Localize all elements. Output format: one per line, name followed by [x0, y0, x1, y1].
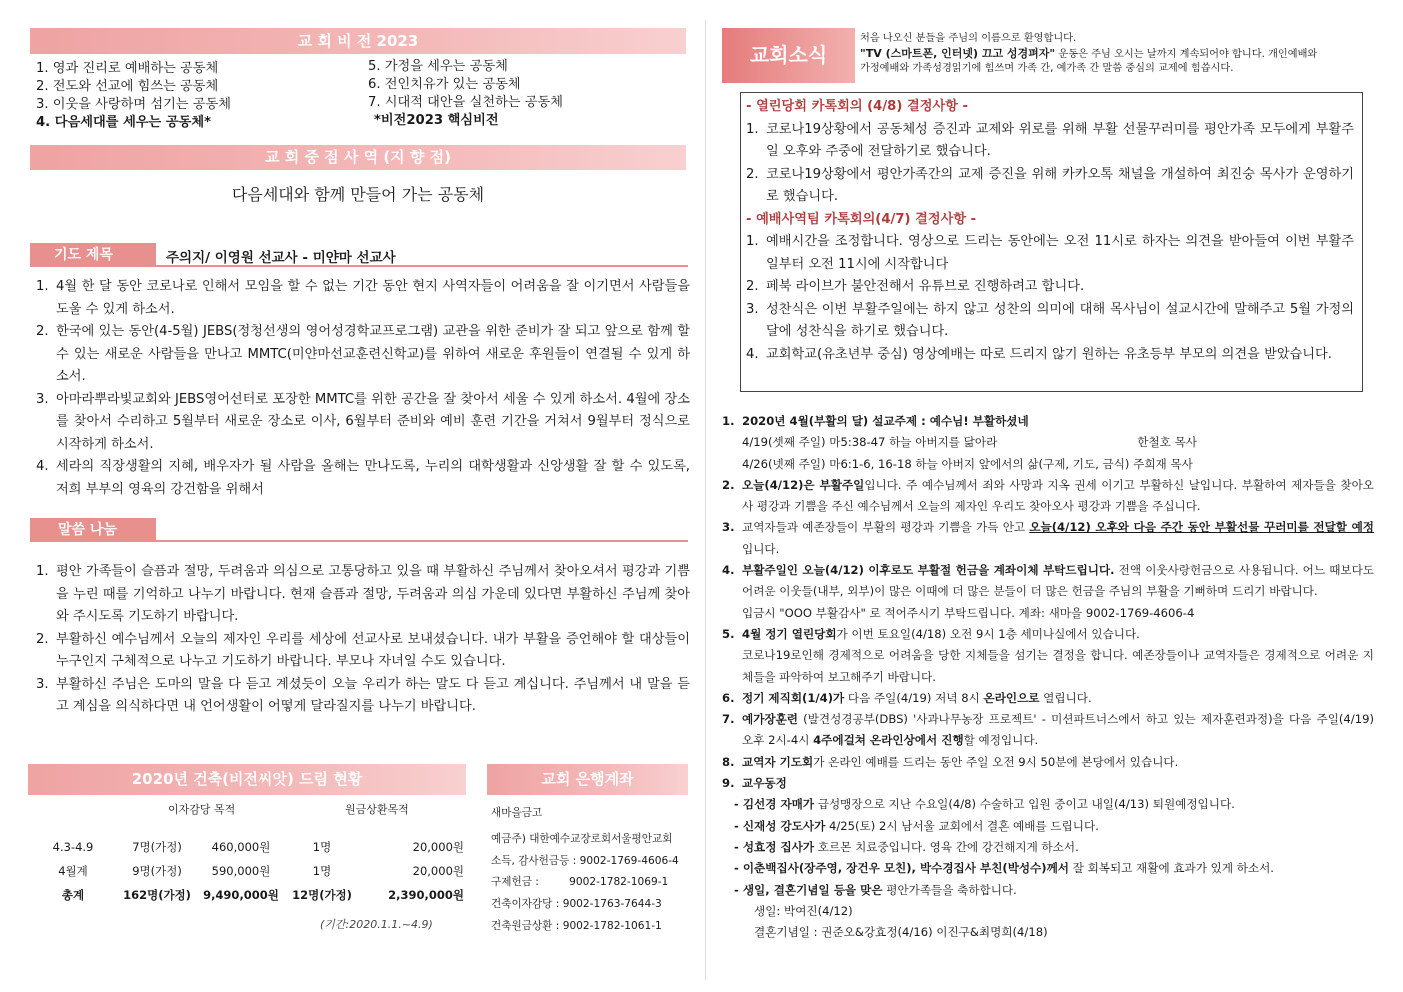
- table-cell: 460,000원: [211, 840, 271, 854]
- notice-bold: 교우동정: [742, 776, 787, 791]
- item-number: 1.: [722, 414, 735, 428]
- sermon-line: 4/26(넷째 주일) 마6:1-6, 16-18 하늘 아버지 앞에서의 삶(구제, 기도, 금식) 주희재 목사: [742, 456, 1193, 471]
- prayer-list: [36, 276, 690, 501]
- bank-line: 소득, 감사헌금등 : 9002-1769-4606-4: [491, 854, 679, 867]
- building-period-note: (기간:2020.1.1.~4.9): [320, 918, 433, 931]
- notice-bold: 온라인으로: [983, 690, 1040, 705]
- table-cell: 4월계: [58, 864, 88, 878]
- item-number: 2.: [746, 166, 759, 182]
- sharing-tag: [30, 518, 156, 542]
- vision-title-bar: [30, 28, 686, 54]
- notice-bold: 4주에걸쳐 온라인상에서 진행: [813, 733, 964, 748]
- board-item: [746, 231, 1354, 276]
- item-number: 4.: [746, 346, 759, 362]
- news-intro-line: 처음 나오신 분들을 주님의 이름으로 환영합니다.: [860, 33, 1077, 44]
- notice-bold: - 생일, 결혼기념일 등을 맞은: [734, 882, 883, 897]
- item-number: 1.: [746, 121, 759, 137]
- table-row-total: [30, 883, 466, 907]
- member-news: [722, 794, 1374, 943]
- notice-text: 호르몬 치료중입니다. 영육 간에 강건해지게 하소서.: [814, 839, 1079, 854]
- notice-bold: 4월 정기 열린당회: [742, 626, 837, 641]
- item-text: 4월 한 달 동안 코로나로 인해서 모임을 할 수 없는 기간 동안 현지 사역자들이 어려움을 잘 이기면서 사람들을 도울 수 있게 하소서.: [56, 279, 690, 317]
- notice-bold: - 김선경 자매가: [734, 797, 815, 812]
- notice-text: 입금시 "OOO 부활감사" 로 적어주시기 부탁드립니다. 계좌: 새마을 9002-1769-4606-4: [742, 605, 1195, 620]
- notice-item: [722, 517, 1374, 560]
- item-text: 페북 라이브가 불안전해서 유튜브로 진행하려고 합니다.: [766, 279, 1085, 294]
- notice-text: 입니다. 주 예수님께서 죄와 사망과 지옥 권세 이기고 부활하신 날입니다. 부활하여 제자들을 찾아오사 평강과 기쁨을 주신 예수님께서 오늘의 제자인 우리도 찾아오사 평강과 기쁨을 주십니다.: [742, 477, 1374, 514]
- item-text: 교회학교(유초년부 중심) 영상예배는 따로 드리지 않기 원하는 유초등부 부모의 의견을 받았습니다.: [766, 346, 1332, 362]
- focus-title-bar: [30, 145, 686, 170]
- notice-bold: 정기 제직회(1/4)가: [742, 690, 845, 705]
- bank-line: 새마을금고: [491, 807, 543, 819]
- item-number: 8.: [722, 754, 735, 769]
- building-title-bar: [28, 764, 466, 795]
- notice-text: 가 이번 토요일(4/18) 오전 9시 1층 세미나실에서 있습니다.: [836, 626, 1140, 641]
- table-cell: 1명: [312, 840, 332, 854]
- notice-text: 다음 주일(4/19) 저녁 8시: [844, 690, 984, 705]
- board-item: [746, 299, 1354, 344]
- bank-line: 건축이자감당 : 9002-1763-7644-3: [491, 898, 662, 911]
- prayer-item: [36, 276, 690, 321]
- item-number: 1.: [36, 564, 49, 579]
- table-row: [30, 835, 466, 859]
- core-vision-note: *비전2023 핵심비전: [374, 113, 499, 128]
- vision-item: 7. 시대적 대안을 실천하는 공동체: [368, 95, 563, 110]
- sermon-theme: 2020년 4월(부활의 달) 설교주제 : 예수님! 부활하셨네: [742, 414, 1029, 428]
- notice-text: 4/25(토) 2시 남서울 교회에서 결혼 예배를 드립니다.: [825, 818, 1099, 833]
- item-number: 4.: [722, 563, 735, 578]
- member-news-item: [734, 816, 1374, 837]
- notice-text: 입니다.: [742, 541, 780, 556]
- notice-item: [722, 560, 1374, 624]
- bank-title: 교회 은행계좌: [541, 770, 634, 788]
- table-cell: 총계: [61, 888, 85, 902]
- notice-bold: - 신재성 강도사가: [734, 818, 826, 833]
- notice-text: 급성맹장으로 지난 수요일(4/8) 수술하고 입원 중이고 내일(4/13) 퇴원예정입니다.: [814, 797, 1235, 812]
- focus-title: 교 회 중 점 사 역 (지 향 점): [265, 148, 451, 166]
- notice-bold: - 이춘백집사(장주영, 장건우 모친), 박수경집사 부친(박성수)께서: [734, 861, 1069, 876]
- item-text: 예배시간을 조정합니다. 영상으로 드리는 동안에는 오전 11시로 하자는 의견을 받아들여 이번 부활주일부터 오전 11시에 시작합니다: [766, 234, 1354, 272]
- sharing-item: [36, 629, 690, 674]
- notice-text: 가 온라인 예배를 드리는 동안 주일 오전 9시 50분에 본당에서 있습니다.: [813, 754, 1179, 769]
- item-text: 아마라뿌라빛교회와 JEBS영어선터로 포장한 MMTC를 위한 공간을 잘 찾아서 세울 수 있게 하소서. 4월에 장소를 찾아서 수리하고 5월부터 새로운 장소로 이사, 6월부터 준비와 예비 훈련 기간을 거쳐서 9월부터 정식으로 시작하게 하소서.: [56, 391, 690, 452]
- news-intro: [860, 32, 1380, 77]
- member-news-item: [734, 794, 1374, 815]
- table-cell: 9명(가정): [132, 864, 182, 878]
- notice-text: 할 예정입니다.: [963, 733, 1039, 748]
- news-intro-line: [860, 47, 1380, 63]
- news-intro-line: 가정예배와 가족성경읽기에 힘쓰며 가족 간, 예가족 간 말씀 중심의 교제에 힘씁시다.: [860, 63, 1234, 74]
- column-divider: [705, 20, 706, 980]
- sermon-line: 4/19(셋째 주일) 마5:38-47 하늘 아버지를 닮아라: [742, 435, 998, 450]
- table-cell: 590,000원: [211, 864, 271, 878]
- member-news-item: [734, 858, 1374, 879]
- notice-bold: 부활주일인 오늘(4/12) 이후로도 부활절 헌금을 계좌이체 부탁드립니다.: [742, 563, 1115, 578]
- item-number: 3.: [36, 391, 49, 407]
- notice-bold: 오늘(4/12)은 부활주일: [742, 477, 865, 492]
- vision-item: 2. 전도와 선교에 힘쓰는 공동체: [36, 79, 219, 94]
- sharing-tag-label: 말씀 나눔: [58, 522, 117, 538]
- building-table: [30, 835, 466, 907]
- member-news-item: [734, 880, 1374, 901]
- birthday-line: 생일: 박여진(4/12): [754, 903, 853, 918]
- sharing-item: [36, 674, 690, 719]
- tv-campaign-title: "TV (스마트폰, 인터넷) 끄고 성경펴자": [860, 46, 1056, 60]
- item-text: 한국에 있는 동안(4-5월) JEBS(정청선생의 영어성경학교프로그램) 교관을 위한 준비가 잘 되고 앞으로 함께 할 수 있는 새로운 사람들을 만나고 MMTC(미얀마선교훈련신학교)를 위하여 새로운 후원들이 연결될 수 있게 하소서.: [56, 324, 690, 384]
- sermon-preacher: 한철호 목사: [1137, 435, 1197, 450]
- prayer-item: [36, 389, 690, 457]
- vision-title: 교 회 비 전 2023: [297, 32, 419, 50]
- bank-line: 구제헌금 : 9002-1782-1069-1: [491, 876, 669, 889]
- notice-bold: 오늘(4/12) 오후와 다음 주간 동안 부활선물 꾸러미를 전달할 예정: [1029, 520, 1374, 535]
- vision-item: 4. 다음세대를 세우는 공동체*: [36, 115, 211, 130]
- prayer-item: [36, 456, 690, 501]
- item-text: 평안 가족들이 슬픔과 절망, 두려움과 의심으로 고통당하고 있을 때 부활하신 주님께서 찾아오셔서 평강과 기쁨을 누린 때를 기억하고 나누기 바랍니다. 현재 슬픔과 절망, 두려움과 의심 가운데 있다면 부활하신 주님께 찾아와 주시도록 기도하기 바랍니다.: [56, 564, 690, 624]
- vision-item: 5. 가정을 세우는 공동체: [368, 59, 508, 74]
- notice-text: 코로나19로인해 경제적으로 어려움을 당한 지체들을 섬기는 결정을 합니다. 예존장들이나 교역자들은 경제적으로 어려운 지체들을 파악하여 보고해주기 바랍니다.: [742, 648, 1374, 684]
- notice-item: [722, 709, 1374, 752]
- notice-item: [722, 411, 1374, 475]
- notice-item: [722, 624, 1374, 688]
- bank-lines: [491, 803, 691, 938]
- table-cell: 20,000원: [412, 864, 464, 878]
- item-number: 1.: [746, 234, 759, 249]
- board-heading-2: - 예배사역팀 카톡회의(4/7) 결정사항 -: [746, 211, 977, 227]
- bank-line: 건축원금상환 : 9002-1782-1061-1: [491, 919, 662, 932]
- table-cell: 162명(가정): [123, 888, 191, 902]
- table-cell: 1명: [312, 864, 332, 878]
- table-row: [30, 859, 466, 883]
- prayer-tag-label: 기도 제목: [54, 247, 113, 263]
- notice-text: (발견성경공부(DBS) '사과나무농장 프로젝트' - 미션파트너스에서 하고 있는 제자훈련과정)을 다음 주일(4/19) 오후 2시-4시: [742, 712, 1374, 748]
- building-title: 2020년 건축(비전씨앗) 드림 현황: [131, 770, 363, 788]
- item-number: 2.: [36, 631, 49, 647]
- bank-title-bar: [487, 764, 688, 795]
- item-number: 2.: [746, 279, 759, 294]
- notice-text: 교역자들과 예존장들이 부활의 평강과 기쁨을 가득 안고: [742, 520, 1030, 535]
- table-cell: 12명(가정): [292, 888, 352, 902]
- item-text: 성찬식은 이번 부활주일에는 하지 않고 성찬의 의미에 대해 목사님이 설교시간에 말해주고 5월 가정의 달에 성찬식을 하기로 했습니다.: [766, 301, 1354, 339]
- anniversary-line: 결혼기념일 : 권준오&강효정(4/16) 이진구&최명희(4/18): [754, 925, 1048, 940]
- table-cell: 4.3-4.9: [52, 840, 94, 854]
- item-number: 7.: [722, 712, 735, 727]
- sharing-item: [36, 561, 690, 629]
- prayer-item: [36, 321, 690, 389]
- member-news-item: [734, 837, 1374, 858]
- bank-line: 예금주) 대한예수교장로회서울평안교회: [491, 832, 673, 845]
- table-cell: 2,390,000원: [388, 888, 464, 902]
- vision-item: 3. 이웃을 사랑하며 섬기는 공동체: [36, 97, 231, 112]
- notice-item: [722, 475, 1374, 518]
- focus-text: 다음세대와 함께 만들어 가는 공동체: [231, 185, 485, 204]
- vision-item: 1. 영과 진리로 예배하는 공동체: [36, 61, 219, 76]
- board-item: [746, 164, 1354, 209]
- news-intro-text: 운동은 주님 오시는 날까지 계속되어야 합니다. 개인예배와: [1055, 48, 1318, 60]
- item-text: 세라의 직장생활의 지혜, 배우자가 될 사람을 올해는 만나도록, 누리의 대학생활과 신앙생활 잘 할 수 있도록, 저희 부부의 영육의 강건함을 위해서: [56, 459, 690, 497]
- vision-right-list: [368, 58, 688, 130]
- board-item: [746, 119, 1354, 164]
- item-number: 3.: [36, 676, 49, 692]
- board-item: [746, 344, 1354, 367]
- board-decisions-box: [740, 92, 1363, 392]
- item-number: 3.: [722, 520, 735, 535]
- item-number: 9.: [722, 776, 735, 791]
- notice-text: 잘 회복되고 재활에 효과가 있게 하소서.: [1069, 861, 1274, 876]
- table-cell: 7명(가정): [132, 840, 182, 854]
- board-heading-1: - 열린당회 카톡회의 (4/8) 결정사항 -: [746, 99, 968, 114]
- item-number: 4.: [36, 459, 49, 474]
- news-tag-label: 교회소식: [749, 43, 828, 67]
- vision-left-list: [36, 60, 366, 132]
- notice-bold: - 성효정 집사가: [734, 839, 815, 854]
- sharing-list: [36, 561, 690, 719]
- item-number: 2.: [36, 324, 49, 339]
- item-number: 3.: [746, 301, 759, 317]
- vision-item: 6. 전인치유가 있는 공동체: [368, 77, 521, 92]
- prayer-tag: [30, 243, 156, 267]
- item-text: 코로나19상황에서 평안가족간의 교제 증진을 위해 카카오톡 채널을 개설하여 최진숭 목사가 운영하기로 했습니다.: [766, 166, 1354, 204]
- item-number: 1.: [36, 279, 49, 294]
- item-text: 코로나19상황에서 공동체성 증진과 교제와 위로를 위해 부활 선물꾸러미를 평안가족 모두에게 부활주일 오후와 주중에 전달하기로 했습니다.: [766, 121, 1354, 159]
- notice-text: 전액 이웃사랑헌금으로 사용됩니다. 어느 때보다도 어려운 이웃들(내부, 외부)이 많은 이때에 더 많은 분들이 더 많은 헌금을 주님의 부활을 기뻐하며 드리기 바랍니다.: [742, 563, 1374, 599]
- notice-bold: 교역자 기도회: [742, 754, 814, 769]
- building-head-principal: 원금상환목적: [345, 803, 409, 816]
- item-text: 부활하신 예수님께서 오늘의 제자인 우리를 세상에 선교사로 보내셨습니다. 내가 부활을 증언해야 할 대상들이 누구인지 구체적으로 나누고 기도하기 바랍니다. 부모나 자녀일 수도 있습니다.: [56, 631, 690, 669]
- item-text: 부활하신 주님은 도마의 말을 다 듣고 계셨듯이 오늘 우리가 하는 말도 다 듣고 계십니다. 주님께서 내 말을 듣고 계심을 의식하다면 내 언어생활이 어떻게 달라질지를 나누기 바랍니다.: [56, 676, 690, 714]
- notice-item: [722, 688, 1374, 709]
- item-number: 5.: [722, 626, 735, 641]
- notice-item: [722, 752, 1374, 773]
- notice-text: 평안가족들을 축하합니다.: [882, 882, 1017, 897]
- notices-list: [722, 411, 1374, 943]
- building-head-interest: 이자감당 목적: [168, 803, 236, 816]
- board-item: [746, 276, 1354, 299]
- prayer-subtitle: 주의지/ 이영원 선교사 - 미얀마 선교사: [166, 250, 396, 266]
- table-cell: 20,000원: [412, 840, 464, 854]
- table-cell: 9,490,000원: [203, 888, 279, 902]
- news-tag: [722, 28, 855, 83]
- notice-item: [722, 773, 1374, 794]
- item-number: 2.: [722, 477, 735, 492]
- notice-bold: 예가장훈련: [742, 712, 798, 727]
- notice-text: 열립니다.: [1039, 690, 1092, 705]
- item-number: 6.: [722, 690, 735, 705]
